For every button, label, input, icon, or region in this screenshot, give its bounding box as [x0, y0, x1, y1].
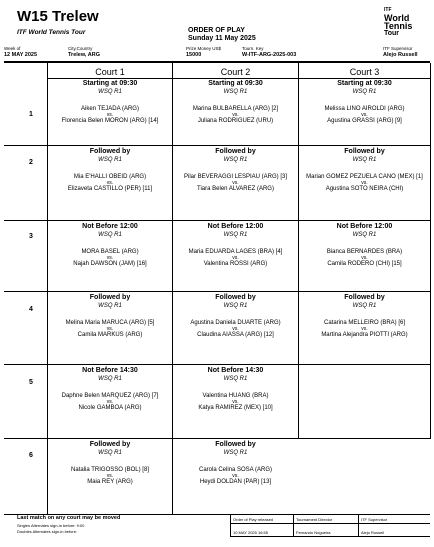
tourn-label: Tourn. Key: [242, 46, 264, 51]
match-time: Followed by: [89, 148, 131, 155]
row-divider: [4, 220, 430, 221]
player-2: Camila MARKUS (ARG): [77, 332, 143, 338]
match-time: Not Before 12:00: [207, 223, 264, 230]
court-3-header: Court 3: [349, 67, 380, 77]
player-2: Elizaveta CASTILLO (PER) [11]: [67, 186, 153, 192]
row-divider: [4, 364, 430, 365]
match-round: WSQ R1: [98, 450, 122, 456]
director-label: Tournament Director: [296, 517, 333, 522]
match-cell: [48, 79, 172, 125]
row-number: 6: [29, 452, 33, 459]
order-date: Sunday 11 May 2025: [188, 35, 256, 42]
match-time: Followed by: [344, 148, 385, 155]
match-time: Followed by: [89, 294, 131, 301]
footer-box-line: [230, 523, 430, 524]
last-match-note: Last match on any court may be moved: [17, 515, 121, 521]
prize-money: [186, 46, 221, 58]
match-round: WSQ R1: [352, 303, 377, 309]
row-number: 3: [29, 233, 33, 240]
match-time: Followed by: [344, 294, 385, 301]
match-cell: [299, 293, 430, 339]
versus: vs.: [106, 112, 114, 118]
itf-logo: [384, 6, 428, 40]
tourn-value: W-ITF-ARG-2025-003: [242, 52, 297, 58]
match-time: Followed by: [215, 294, 256, 301]
match-cell: [299, 79, 430, 125]
row-number: 2: [29, 159, 33, 166]
logo-line-1: ITF: [384, 7, 392, 13]
footer-box-line: [230, 536, 430, 537]
versus: vs.: [361, 326, 368, 332]
player-1: Mia E'HALLI OBEID (ARG): [73, 174, 147, 180]
match-round: WSQ R1: [352, 232, 377, 238]
row-number: 1: [29, 111, 33, 118]
match-cell: [48, 222, 172, 268]
match-cell: [299, 147, 430, 193]
versus: vs.: [361, 112, 368, 118]
singles-alternates: Singles Alternates sign-in before: 9:00: [17, 523, 85, 528]
player-1: Melina Maria MARUCA (ARG) [5]: [65, 320, 155, 326]
versus: vs.: [106, 473, 114, 479]
player-2: Claudina AIASSA (ARG) [12]: [197, 332, 274, 338]
match-time: Starting at 09:30: [208, 80, 263, 87]
court-2-header: Court 2: [220, 67, 251, 77]
player-2: Katya RAMIREZ (MEX) [10]: [198, 405, 273, 411]
match-time: Not Before 14:30: [82, 367, 138, 374]
logo-line-2: World: [384, 13, 410, 23]
released-label: Order of Play released: [233, 517, 274, 522]
match-cell: [173, 222, 298, 268]
player-1: Bianca BERNARDES (BRA): [326, 249, 403, 255]
footer-box-line: [358, 514, 359, 536]
player-1: Melissa LINO AIROLDI (ARG): [324, 106, 405, 112]
supervisor-label: ITF Supervisor: [383, 46, 413, 51]
match-round: WSQ R1: [352, 89, 377, 95]
header-divider: [4, 61, 430, 63]
row-divider: [4, 291, 430, 292]
player-2: Maia REY (ARG): [87, 479, 133, 485]
city-country: [68, 46, 100, 58]
player-1: Maria EDUARDA LAGES (BRA) [4]: [188, 249, 283, 255]
match-cell: [48, 147, 172, 193]
match-time: Not Before 12:00: [82, 223, 138, 230]
match-round: WSQ R1: [98, 376, 122, 382]
versus: vs.: [361, 180, 368, 186]
match-cell: [173, 440, 298, 486]
match-round: WSQ R1: [352, 157, 377, 163]
row-divider: [4, 438, 430, 439]
court-1-header: Court 1: [95, 67, 125, 77]
released-value: 10 MAY 2025 16:55: [233, 530, 268, 535]
row-number: 4: [29, 306, 33, 313]
player-2: Martina Alejandra PIOTTI (ARG): [321, 332, 408, 338]
match-round: WSQ R1: [223, 303, 248, 309]
match-round: WSQ R1: [98, 303, 122, 309]
player-1: Natalia TRIGOSSO (BOL) [8]: [71, 467, 149, 473]
player-1: Pilar BEVERAGGI LESPIAU (ARG) [3]: [183, 174, 288, 180]
versus: vs.: [232, 326, 239, 332]
versus: vs.: [232, 112, 239, 118]
week-of-label: Week of: [4, 46, 21, 51]
player-2: Heydi DOLDAN (PAR) [13]: [199, 479, 272, 485]
row-divider: [4, 145, 430, 146]
match-time: Followed by: [215, 148, 256, 155]
versus: vs.: [106, 399, 114, 405]
supervisor-value: Alejo Russell: [383, 52, 418, 58]
week-of-value: 12 MAY 2025: [4, 52, 38, 58]
match-cell: [173, 366, 298, 412]
player-1: Catarina MELLEIRO (BRA) [6]: [323, 320, 406, 326]
director-value: Fernando Nogueira: [296, 530, 331, 535]
player-2: Florencia Belen MORON (ARG) [14]: [61, 118, 159, 124]
player-2: Juliana RODRIGUEZ (URU): [197, 118, 274, 124]
match-cell: [173, 79, 298, 125]
footer-supervisor-label: ITF Supervisor: [361, 517, 388, 522]
match-round: WSQ R1: [223, 376, 248, 382]
prize-value: 15000: [186, 52, 202, 58]
match-cell: [173, 293, 298, 339]
versus: vs.: [106, 255, 114, 261]
week-of: [4, 46, 37, 58]
versus: vs.: [361, 255, 368, 261]
versus: vs.: [106, 180, 114, 186]
match-cell: [48, 293, 172, 339]
column-divider: [430, 63, 431, 439]
player-1: Marian GOMEZ PEZUELA CANO (MEX) [1]: [306, 174, 423, 180]
match-round: WSQ R1: [223, 232, 248, 238]
city-label: City,Country: [68, 46, 93, 51]
match-time: Starting at 09:30: [82, 80, 138, 87]
player-2: Nicole GAMBOA (ARG): [78, 405, 142, 411]
tournament-title: W15 Trelew: [17, 8, 99, 25]
tourn-key: [242, 46, 296, 58]
player-2: Agustina GRASSI (ARG) [9]: [327, 118, 402, 124]
match-time: Starting at 09:30: [337, 80, 392, 87]
order-of-play-heading: [188, 27, 256, 43]
logo-line-3: Tennis: [384, 21, 413, 31]
player-2: Valentina ROSSI (ARG): [203, 261, 268, 267]
footer-box-line: [293, 514, 294, 536]
footer-box-line: [230, 514, 231, 536]
player-1: Valentina HUANG (BRA): [202, 393, 269, 399]
doubles-alternates: Doubles Alternates sign-in before:: [17, 529, 78, 534]
row-number: 5: [29, 379, 33, 386]
prize-label: Prize Money US$: [186, 46, 222, 51]
versus: vs.: [232, 255, 239, 261]
tour-subtitle: ITF World Tennis Tour: [17, 29, 86, 36]
match-cell: [48, 366, 172, 412]
player-1: Aiken TEJADA (ARG): [81, 106, 139, 112]
match-time: Not Before 12:00: [336, 223, 393, 230]
match-round: WSQ R1: [223, 157, 248, 163]
player-2: Najah DAWSON (JAM) [16]: [73, 261, 147, 267]
logo-line-4: Tour: [384, 30, 400, 37]
player-1: Daphne Belen MARQUEZ (ARG) [7]: [61, 393, 159, 399]
player-1: Marina BULBARELLA (ARG) [2]: [192, 106, 279, 112]
match-round: WSQ R1: [98, 89, 122, 95]
match-round: WSQ R1: [223, 450, 248, 456]
match-time: Followed by: [89, 441, 131, 448]
versus: vs.: [106, 326, 114, 332]
match-cell: [48, 440, 172, 486]
player-1: Agustina Daniela DUARTE (ARG): [190, 320, 281, 326]
match-time: Followed by: [215, 441, 256, 448]
player-2: Camila RODERO (CHI) [15]: [327, 261, 402, 267]
itf-supervisor: [383, 46, 418, 58]
player-2: Tiara Belen ALVAREZ (ARG): [197, 186, 274, 192]
player-2: Agustina SOTO NEIRA (CHI): [325, 186, 404, 192]
versus: vs.: [232, 473, 239, 479]
match-round: WSQ R1: [98, 157, 122, 163]
footer-supervisor-value: Alejo Russell: [361, 530, 385, 535]
versus: vs.: [232, 180, 239, 186]
match-cell: [299, 222, 430, 268]
player-1: Carola Celina SOSA (ARG): [198, 467, 273, 473]
player-1: MORA BASEL (ARG): [81, 249, 139, 255]
match-cell: [173, 147, 298, 193]
order-title: ORDER OF PLAY: [188, 27, 245, 34]
match-time: Not Before 14:30: [207, 367, 264, 374]
city-value: Trelew, ARG: [68, 52, 100, 58]
match-round: WSQ R1: [98, 232, 122, 238]
match-round: WSQ R1: [223, 89, 248, 95]
versus: vs.: [232, 399, 239, 405]
